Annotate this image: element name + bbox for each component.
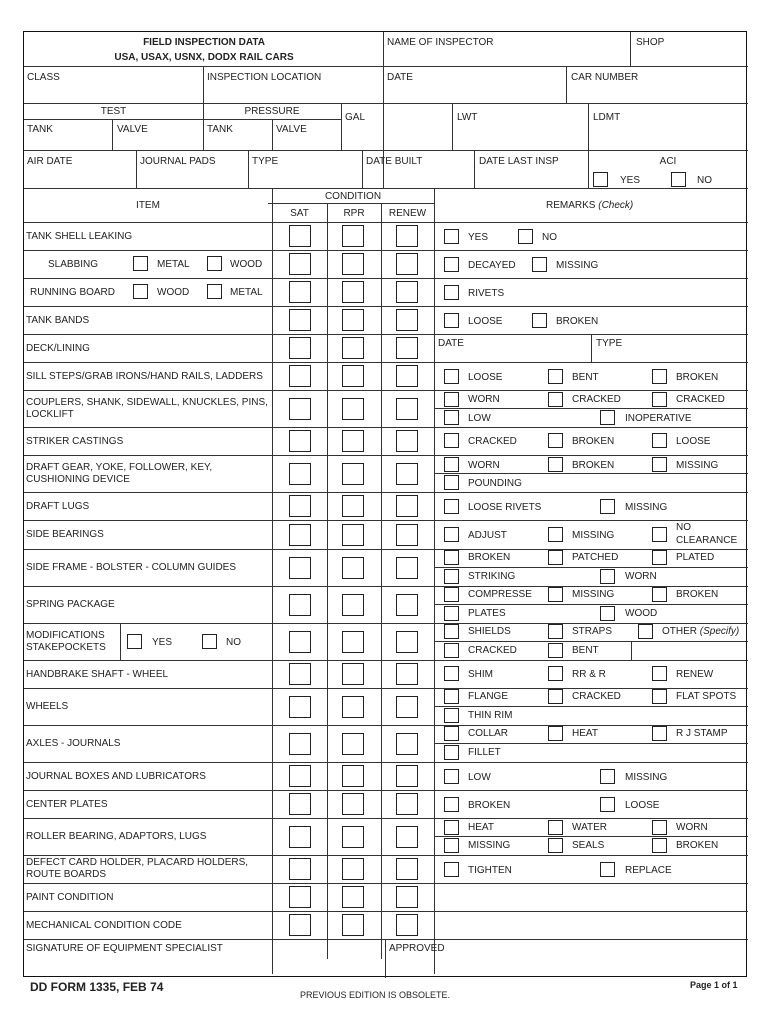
item-side-bearings: SIDE BEARINGS [26, 529, 104, 540]
test-label: TEST [100, 106, 127, 117]
remark-label: WORN [676, 822, 708, 833]
remark-label: FLANGE [468, 691, 509, 702]
pressure-valve-label: VALVE [276, 124, 307, 135]
remark-label: PLATES [468, 608, 506, 619]
remark-checkbox[interactable] [444, 499, 459, 514]
running-board-metal-label: METAL [230, 287, 263, 298]
remark-label: OTHER (Specify) [662, 626, 740, 637]
remark-checkbox[interactable] [600, 499, 615, 514]
remark-label: R J STAMP [676, 728, 728, 739]
remark-label: FILLET [468, 747, 501, 758]
remark-label: LOOSE [625, 800, 660, 811]
remark-checkbox[interactable] [444, 708, 459, 723]
renew-checkbox[interactable] [396, 337, 418, 359]
remark-checkbox[interactable] [444, 313, 459, 328]
renew-checkbox[interactable] [396, 793, 418, 815]
slabbing-wood-label: WOOD [230, 259, 263, 270]
obsolete-note: PREVIOUS EDITION IS OBSOLETE. [300, 990, 451, 1000]
sat-checkbox[interactable] [289, 281, 311, 303]
renew-checkbox[interactable] [396, 365, 418, 387]
lwt-label: LWT [457, 112, 478, 123]
remark-checkbox[interactable] [652, 666, 667, 681]
renew-checkbox[interactable] [396, 696, 418, 718]
modifications-no-checkbox[interactable] [202, 634, 217, 649]
remark-label: LOOSE [676, 436, 711, 447]
remark-checkbox[interactable] [652, 392, 667, 407]
renew-checkbox[interactable] [396, 463, 418, 485]
ldmt-label: LDMT [593, 112, 621, 123]
class-label: CLASS [27, 72, 60, 83]
remark-checkbox[interactable] [652, 457, 667, 472]
item-axles-journals: AXLES - JOURNALS [26, 738, 121, 749]
sat-header: SAT [290, 208, 309, 219]
remark-label: MISSING [625, 502, 668, 513]
remark-checkbox[interactable] [548, 587, 563, 602]
pressure-tank-label: TANK [207, 124, 233, 135]
remark-checkbox[interactable] [444, 257, 459, 272]
modifications-yes-label: YES [152, 637, 173, 648]
remark-label: HEAT [572, 728, 598, 739]
remark-label: COMPRESSE [468, 589, 532, 600]
remark-label: LOOSE [468, 372, 503, 383]
rpr-checkbox[interactable] [342, 733, 364, 755]
remark-label: DATE [438, 338, 464, 349]
running-board-wood-label: WOOD [157, 287, 190, 298]
renew-checkbox[interactable] [396, 225, 418, 247]
remark-label: BROKEN [676, 840, 719, 851]
item-defect-card-l2: ROUTE BOARDS [26, 869, 107, 880]
remark-checkbox[interactable] [444, 369, 459, 384]
rpr-checkbox[interactable] [342, 463, 364, 485]
remark-label: BROKEN [676, 589, 719, 600]
remark-checkbox[interactable] [444, 726, 459, 741]
renew-checkbox[interactable] [396, 495, 418, 517]
remark-label: BROKEN [572, 460, 615, 471]
inspector-name-label: NAME OF INSPECTOR [387, 37, 494, 48]
sat-checkbox[interactable] [289, 398, 311, 420]
renew-checkbox[interactable] [396, 663, 418, 685]
journal-pads-label: JOURNAL PADS [140, 156, 216, 167]
remark-label: BROKEN [676, 372, 719, 383]
rpr-checkbox[interactable] [342, 281, 364, 303]
type-label: TYPE [252, 156, 279, 167]
sat-checkbox[interactable] [289, 253, 311, 275]
remark-label: SHIM [468, 669, 493, 680]
remark-checkbox[interactable] [548, 433, 563, 448]
sat-checkbox[interactable] [289, 826, 311, 848]
rpr-checkbox[interactable] [342, 663, 364, 685]
sat-checkbox[interactable] [289, 225, 311, 247]
remark-checkbox[interactable] [444, 666, 459, 681]
remark-checkbox[interactable] [652, 820, 667, 835]
item-wheels: WHEELS [26, 701, 69, 712]
item-tank-shell-leaking: TANK SHELL LEAKING [26, 231, 133, 242]
remark-label: BENT [572, 372, 599, 383]
sat-checkbox[interactable] [289, 858, 311, 880]
item-spring-package: SPRING PACKAGE [26, 599, 115, 610]
remark-label: BROKEN [572, 436, 615, 447]
remark-label: CRACKED [572, 691, 621, 702]
remark-label: MISSING [572, 530, 615, 541]
remark-checkbox[interactable] [518, 229, 533, 244]
remark-label: CRACKED [572, 394, 621, 405]
remark-label: LOW [468, 772, 491, 783]
remark-label: LOOSE RIVETS [468, 502, 542, 513]
item-slabbing: SLABBING [48, 259, 99, 270]
remark-label: WATER [572, 822, 607, 833]
remark-checkbox[interactable] [600, 797, 615, 812]
sat-checkbox[interactable] [289, 337, 311, 359]
remark-label: CRACKED [468, 645, 517, 656]
remark-label: HEAT [468, 822, 494, 833]
renew-checkbox[interactable] [396, 594, 418, 616]
renew-header: RENEW [388, 208, 427, 219]
remark-label: WORN [468, 460, 500, 471]
remark-label: RENEW [676, 669, 714, 680]
item-paint-condition: PAINT CONDITION [26, 892, 114, 903]
remark-checkbox[interactable] [444, 838, 459, 853]
remark-checkbox[interactable] [548, 550, 563, 565]
remark-label: WORN [468, 394, 500, 405]
remark-checkbox[interactable] [548, 392, 563, 407]
rpr-checkbox[interactable] [342, 337, 364, 359]
remark-checkbox[interactable] [652, 369, 667, 384]
shop-label: SHOP [636, 37, 665, 48]
running-board-wood-checkbox[interactable] [133, 284, 148, 299]
sat-checkbox[interactable] [289, 463, 311, 485]
remark-checkbox[interactable] [600, 769, 615, 784]
item-modifications-l2: STAKEPOCKETS [26, 642, 106, 653]
remark-checkbox[interactable] [548, 527, 563, 542]
rpr-header: RPR [343, 208, 365, 219]
remark-checkbox[interactable] [444, 820, 459, 835]
remark-label: SHIELDS [468, 626, 511, 637]
approved-label: APPROVED [389, 943, 445, 954]
form-title: FIELD INSPECTION DATA [143, 37, 265, 48]
aci-yes-label: YES [620, 175, 641, 186]
remark-label: STRAPS [572, 626, 613, 637]
item-handbrake: HANDBRAKE SHAFT - WHEEL [26, 669, 169, 680]
remark-label: MISSING [556, 260, 599, 271]
date-built-label: DATE BUILT [366, 156, 423, 167]
remark-label: ADJUST [468, 530, 507, 541]
remark-checkbox[interactable] [638, 624, 653, 639]
renew-checkbox[interactable] [396, 733, 418, 755]
remark-label: TIGHTEN [468, 865, 512, 876]
rpr-checkbox[interactable] [342, 557, 364, 579]
item-tank-bands: TANK BANDS [26, 315, 90, 326]
remark-label: CLEARANCE [676, 535, 738, 546]
remarks-header: REMARKS (Check) [546, 200, 634, 211]
item-side-frame: SIDE FRAME - BOLSTER - COLUMN GUIDES [26, 562, 237, 573]
renew-checkbox[interactable] [396, 524, 418, 546]
remark-checkbox[interactable] [444, 569, 459, 584]
item-sill-steps: SILL STEPS/GRAB IRONS/HAND RAILS, LADDERS [26, 371, 263, 382]
remark-label: BROKEN [468, 800, 511, 811]
condition-header: CONDITION [324, 191, 382, 202]
aci-yes-checkbox[interactable] [593, 172, 608, 187]
rpr-checkbox[interactable] [342, 858, 364, 880]
remark-label: LOW [468, 413, 491, 424]
item-running-board: RUNNING BOARD [30, 287, 116, 298]
remark-checkbox[interactable] [444, 392, 459, 407]
remark-label: CRACKED [468, 436, 517, 447]
remark-checkbox[interactable] [532, 257, 547, 272]
remark-label: STRIKING [468, 571, 516, 582]
remark-checkbox[interactable] [444, 410, 459, 425]
remark-checkbox[interactable] [444, 550, 459, 565]
remark-label: SEALS [572, 840, 605, 851]
page-number: Page 1 of 1 [690, 980, 738, 990]
remark-label: BROKEN [468, 552, 511, 563]
remark-label: REPLACE [625, 865, 672, 876]
car-number-label: CAR NUMBER [571, 72, 639, 83]
rpr-checkbox[interactable] [342, 365, 364, 387]
remark-label: WOOD [625, 608, 658, 619]
remark-label: FLAT SPOTS [676, 691, 737, 702]
remark-label: RIVETS [468, 288, 505, 299]
sat-checkbox[interactable] [289, 733, 311, 755]
slabbing-wood-checkbox[interactable] [207, 256, 222, 271]
remark-checkbox[interactable] [444, 587, 459, 602]
remark-label: MISSING [468, 840, 511, 851]
rpr-checkbox[interactable] [342, 793, 364, 815]
renew-checkbox[interactable] [396, 557, 418, 579]
running-board-metal-checkbox[interactable] [207, 284, 222, 299]
renew-checkbox[interactable] [396, 914, 418, 936]
remark-checkbox[interactable] [444, 643, 459, 658]
remark-checkbox[interactable] [548, 838, 563, 853]
air-date-label: AIR DATE [27, 156, 73, 167]
remark-label: BENT [572, 645, 599, 656]
rpr-checkbox[interactable] [342, 696, 364, 718]
remark-checkbox[interactable] [444, 457, 459, 472]
rpr-checkbox[interactable] [342, 398, 364, 420]
remark-label: PATCHED [572, 552, 619, 563]
remark-label: MISSING [572, 589, 615, 600]
remark-label: NO [676, 522, 691, 533]
form-id: DD FORM 1335, FEB 74 [30, 980, 164, 994]
remark-checkbox[interactable] [548, 726, 563, 741]
remark-checkbox[interactable] [444, 606, 459, 621]
remark-checkbox[interactable] [600, 862, 615, 877]
sat-checkbox[interactable] [289, 495, 311, 517]
test-valve-label: VALVE [117, 124, 148, 135]
remark-label: INOPERATIVE [625, 413, 692, 424]
inspection-form [23, 31, 747, 977]
item-defect-card-l1: DEFECT CARD HOLDER, PLACARD HOLDERS, [26, 857, 249, 868]
remark-checkbox[interactable] [444, 745, 459, 760]
remark-checkbox[interactable] [652, 527, 667, 542]
remark-checkbox[interactable] [548, 666, 563, 681]
remark-label: RR & R [572, 669, 606, 680]
sat-checkbox[interactable] [289, 914, 311, 936]
remark-checkbox[interactable] [652, 689, 667, 704]
remark-checkbox[interactable] [652, 587, 667, 602]
remark-label: MISSING [625, 772, 668, 783]
aci-no-checkbox[interactable] [671, 172, 686, 187]
item-header: ITEM [136, 200, 160, 211]
item-couplers-l1: COUPLERS, SHANK, SIDEWALL, KNUCKLES, PINS, [26, 397, 268, 408]
remark-checkbox[interactable] [444, 229, 459, 244]
remark-label: PLATED [676, 552, 715, 563]
remark-checkbox[interactable] [444, 285, 459, 300]
remark-label: YES [468, 232, 489, 243]
item-roller-bearing: ROLLER BEARING, ADAPTORS, LUGS [26, 831, 207, 842]
date-label: DATE [387, 72, 413, 83]
form-subtitle: USA, USAX, USNX, DODX RAIL CARS [114, 52, 294, 63]
aci-label: ACI [659, 156, 677, 167]
remark-checkbox[interactable] [652, 433, 667, 448]
rpr-checkbox[interactable] [342, 253, 364, 275]
sat-checkbox[interactable] [289, 430, 311, 452]
sat-checkbox[interactable] [289, 765, 311, 787]
slabbing-metal-checkbox[interactable] [133, 256, 148, 271]
remark-label: THIN RIM [468, 710, 513, 721]
rpr-checkbox[interactable] [342, 594, 364, 616]
remark-label: BROKEN [556, 316, 599, 327]
renew-checkbox[interactable] [396, 826, 418, 848]
remark-checkbox[interactable] [548, 457, 563, 472]
remark-checkbox[interactable] [548, 369, 563, 384]
remark-label: WORN [625, 571, 657, 582]
remark-label: COLLAR [468, 728, 509, 739]
remark-checkbox[interactable] [444, 475, 459, 490]
renew-checkbox[interactable] [396, 309, 418, 331]
item-draft-lugs: DRAFT LUGS [26, 501, 90, 512]
renew-checkbox[interactable] [396, 430, 418, 452]
remark-checkbox[interactable] [444, 862, 459, 877]
renew-checkbox[interactable] [396, 858, 418, 880]
renew-checkbox[interactable] [396, 398, 418, 420]
item-striker-castings: STRIKER CASTINGS [26, 436, 124, 447]
item-mechanical-condition: MECHANICAL CONDITION CODE [26, 920, 182, 931]
modifications-no-label: NO [226, 637, 241, 648]
remark-label: POUNDING [468, 478, 522, 489]
sat-checkbox[interactable] [289, 524, 311, 546]
remark-checkbox[interactable] [444, 624, 459, 639]
item-couplers-l2: LOCKLIFT [26, 409, 74, 420]
remark-label: NO [542, 232, 557, 243]
date-last-insp-label: DATE LAST INSP [479, 156, 559, 167]
rpr-checkbox[interactable] [342, 886, 364, 908]
item-draft-gear-l2: CUSHIONING DEVICE [26, 474, 130, 485]
sat-checkbox[interactable] [289, 365, 311, 387]
sat-checkbox[interactable] [289, 309, 311, 331]
rpr-checkbox[interactable] [342, 495, 364, 517]
renew-checkbox[interactable] [396, 253, 418, 275]
remark-checkbox[interactable] [652, 550, 667, 565]
remark-checkbox[interactable] [600, 569, 615, 584]
inspection-location-label: INSPECTION LOCATION [207, 72, 322, 83]
rpr-checkbox[interactable] [342, 430, 364, 452]
sat-checkbox[interactable] [289, 663, 311, 685]
rpr-checkbox[interactable] [342, 631, 364, 653]
remark-checkbox[interactable] [548, 689, 563, 704]
remark-label: MISSING [676, 460, 719, 471]
renew-checkbox[interactable] [396, 631, 418, 653]
renew-checkbox[interactable] [396, 886, 418, 908]
renew-checkbox[interactable] [396, 765, 418, 787]
rpr-checkbox[interactable] [342, 225, 364, 247]
remark-checkbox[interactable] [444, 527, 459, 542]
rpr-checkbox[interactable] [342, 826, 364, 848]
item-draft-gear-l1: DRAFT GEAR, YOKE, FOLLOWER, KEY, [26, 462, 213, 473]
remark-checkbox[interactable] [652, 726, 667, 741]
remark-checkbox[interactable] [444, 689, 459, 704]
remark-label: DECAYED [468, 260, 516, 271]
modifications-yes-checkbox[interactable] [127, 634, 142, 649]
remark-label: LOOSE [468, 316, 503, 327]
rpr-checkbox[interactable] [342, 914, 364, 936]
remark-checkbox[interactable] [444, 797, 459, 812]
remark-checkbox[interactable] [548, 624, 563, 639]
remark-label: TYPE [596, 338, 623, 349]
remark-checkbox[interactable] [652, 838, 667, 853]
signature-label: SIGNATURE OF EQUIPMENT SPECIALIST [26, 943, 223, 954]
remark-checkbox[interactable] [600, 410, 615, 425]
gal-label: GAL [345, 112, 366, 123]
item-center-plates: CENTER PLATES [26, 799, 108, 810]
rpr-checkbox[interactable] [342, 765, 364, 787]
rpr-checkbox[interactable] [342, 524, 364, 546]
renew-checkbox[interactable] [396, 281, 418, 303]
sat-checkbox[interactable] [289, 793, 311, 815]
remark-checkbox[interactable] [548, 820, 563, 835]
rpr-checkbox[interactable] [342, 309, 364, 331]
sat-checkbox[interactable] [289, 696, 311, 718]
item-journal-boxes: JOURNAL BOXES AND LUBRICATORS [26, 771, 206, 782]
remark-label: CRACKED [676, 394, 725, 405]
slabbing-metal-label: METAL [157, 259, 190, 270]
remark-checkbox[interactable] [548, 643, 563, 658]
item-deck-lining: DECK/LINING [26, 343, 90, 354]
sat-checkbox[interactable] [289, 557, 311, 579]
remark-checkbox[interactable] [444, 769, 459, 784]
test-tank-label: TANK [27, 124, 53, 135]
remark-checkbox[interactable] [532, 313, 547, 328]
sat-checkbox[interactable] [289, 886, 311, 908]
remark-checkbox[interactable] [444, 433, 459, 448]
aci-no-label: NO [697, 175, 712, 186]
item-modifications-l1: MODIFICATIONS [26, 630, 105, 641]
sat-checkbox[interactable] [289, 594, 311, 616]
sat-checkbox[interactable] [289, 631, 311, 653]
remark-checkbox[interactable] [600, 606, 615, 621]
pressure-label: PRESSURE [244, 106, 300, 117]
